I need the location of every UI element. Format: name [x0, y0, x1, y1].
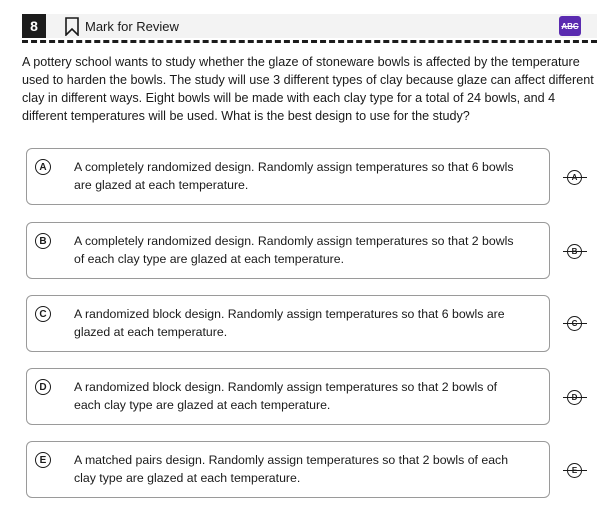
question-stem: A pottery school wants to study whether the glaze of stoneware bowls is affected by the temperature used to harden the bowls. The study will use 3 different types of clay because glaze can affect different clay in different ways. Eight bowls will be made with each clay type for a total of 24 bowls, and 4 different temperatures will be used. What is the best design to use for the study?	[22, 55, 594, 123]
option-letter-b: B	[35, 233, 51, 249]
option-letter-e: E	[35, 452, 51, 468]
eliminate-choice-a-button[interactable]	[563, 170, 587, 186]
option-text-d: A randomized block design. Randomly assign temperatures so that 2 bowls of each clay type are glazed at each temperature.	[74, 380, 498, 412]
abc-strikethrough-button[interactable]: ABC	[559, 16, 581, 36]
answer-option-b[interactable]	[26, 222, 550, 279]
answer-option-a[interactable]	[26, 148, 550, 205]
option-text-c: A randomized block design. Randomly assign temperatures so that 6 bowls are glazed at each temperature.	[74, 307, 505, 339]
question-number: 8	[22, 14, 46, 38]
bookmark-icon[interactable]	[64, 17, 80, 36]
eliminate-choice-e-button[interactable]	[563, 463, 587, 479]
option-letter-c: C	[35, 306, 51, 322]
option-text-b: A completely randomized design. Randomly assign temperatures so that 2 bowls of each clay type are glazed at each temperature.	[74, 234, 514, 266]
answer-option-c[interactable]	[26, 295, 550, 352]
option-letter-d: D	[35, 379, 51, 395]
mark-for-review-label[interactable]: Mark for Review	[85, 19, 179, 34]
answer-option-d[interactable]	[26, 368, 550, 425]
option-letter-a: A	[35, 159, 51, 175]
eliminate-choice-c-button[interactable]	[563, 316, 587, 332]
answer-option-e[interactable]	[26, 441, 550, 498]
option-text-e: A matched pairs design. Randomly assign temperatures so that 2 bowls of each clay type are glazed at each temperature.	[74, 453, 509, 485]
question-header	[22, 14, 597, 38]
eliminate-choice-d-button[interactable]	[563, 390, 587, 406]
header-divider	[22, 40, 597, 43]
eliminate-choice-b-button[interactable]	[563, 244, 587, 260]
option-text-a: A completely randomized design. Randomly assign temperatures so that 6 bowls are glazed at each temperature.	[74, 160, 514, 192]
